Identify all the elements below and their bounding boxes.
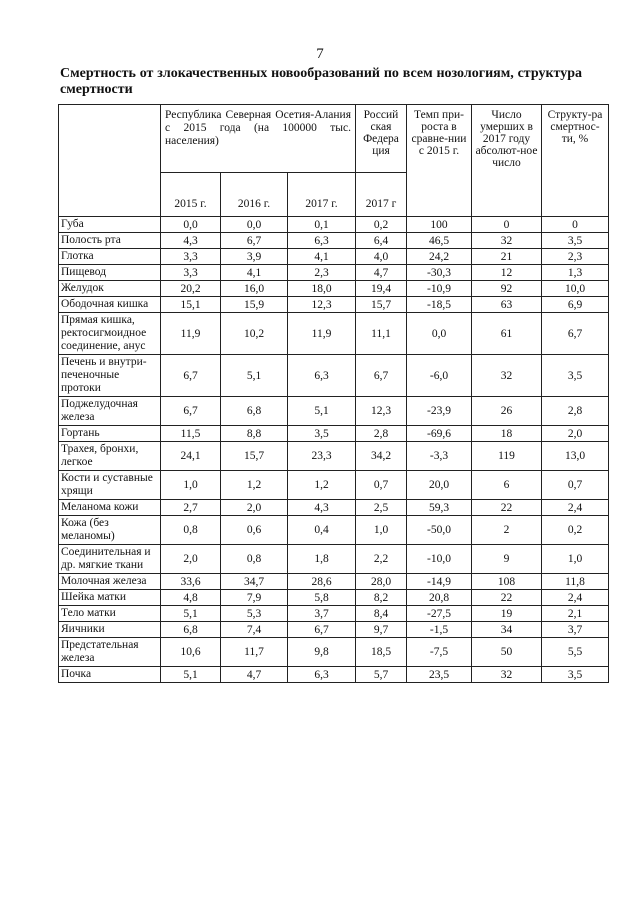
table-row — [59, 590, 609, 606]
row-label: Поджелудочная железа — [59, 397, 161, 426]
cell-rf: 34,2 — [356, 442, 407, 471]
cell-growth: -7,5 — [407, 638, 472, 667]
row-label: Кости и суставные хрящи — [59, 471, 161, 500]
table-row — [59, 249, 609, 265]
cell-v2017: 0,4 — [288, 516, 356, 545]
cell-deaths: 63 — [472, 297, 542, 313]
cell-growth: 59,3 — [407, 500, 472, 516]
cell-structure: 13,0 — [542, 442, 609, 471]
table-row — [59, 606, 609, 622]
row-label: Печень и внутри-печеночные протоки — [59, 355, 161, 397]
cell-rf: 4,0 — [356, 249, 407, 265]
cell-structure: 1,3 — [542, 265, 609, 281]
row-label: Прямая кишка, ректосигмоидное соединение, анус — [59, 313, 161, 355]
cell-v2017: 3,7 — [288, 606, 356, 622]
cell-v2016: 4,7 — [221, 667, 288, 683]
cell-v2015: 3,3 — [161, 265, 221, 281]
cell-deaths: 21 — [472, 249, 542, 265]
table-row — [59, 442, 609, 471]
cell-deaths: 26 — [472, 397, 542, 426]
cell-v2017: 11,9 — [288, 313, 356, 355]
cell-v2017: 6,3 — [288, 355, 356, 397]
cell-structure: 3,5 — [542, 233, 609, 249]
cell-v2017: 6,3 — [288, 233, 356, 249]
cell-v2017: 6,7 — [288, 622, 356, 638]
cell-rf: 2,5 — [356, 500, 407, 516]
cell-deaths: 32 — [472, 667, 542, 683]
cell-v2015: 11,9 — [161, 313, 221, 355]
header-blank — [59, 105, 161, 217]
cell-rf: 4,7 — [356, 265, 407, 281]
cell-v2015: 6,7 — [161, 397, 221, 426]
cell-v2017: 9,8 — [288, 638, 356, 667]
cell-growth: 20,0 — [407, 471, 472, 500]
cell-v2016: 15,7 — [221, 442, 288, 471]
cell-v2017: 5,8 — [288, 590, 356, 606]
cell-deaths: 61 — [472, 313, 542, 355]
cell-v2015: 5,1 — [161, 667, 221, 683]
row-label: Яичники — [59, 622, 161, 638]
cell-v2016: 34,7 — [221, 574, 288, 590]
cell-v2016: 11,7 — [221, 638, 288, 667]
table-row — [59, 265, 609, 281]
cell-v2016: 3,9 — [221, 249, 288, 265]
cell-rf: 11,1 — [356, 313, 407, 355]
table-row — [59, 516, 609, 545]
cell-rf: 18,5 — [356, 638, 407, 667]
cell-rf: 12,3 — [356, 397, 407, 426]
cell-deaths: 12 — [472, 265, 542, 281]
cell-v2017: 2,3 — [288, 265, 356, 281]
cell-v2016: 0,8 — [221, 545, 288, 574]
table-row — [59, 545, 609, 574]
table-row — [59, 667, 609, 683]
cell-structure: 2,0 — [542, 426, 609, 442]
cell-v2017: 5,1 — [288, 397, 356, 426]
cell-v2016: 1,2 — [221, 471, 288, 500]
cell-growth: 23,5 — [407, 667, 472, 683]
cell-v2015: 0,8 — [161, 516, 221, 545]
cell-v2016: 6,7 — [221, 233, 288, 249]
cell-v2017: 23,3 — [288, 442, 356, 471]
cell-structure: 5,5 — [542, 638, 609, 667]
cell-structure: 2,1 — [542, 606, 609, 622]
row-label: Пищевод — [59, 265, 161, 281]
cell-structure: 2,8 — [542, 397, 609, 426]
row-label: Глотка — [59, 249, 161, 265]
cell-rf: 8,4 — [356, 606, 407, 622]
cell-structure: 6,7 — [542, 313, 609, 355]
row-label: Почка — [59, 667, 161, 683]
mortality-table — [58, 104, 609, 683]
row-label: Губа — [59, 217, 161, 233]
cell-rf: 1,0 — [356, 516, 407, 545]
cell-deaths: 2 — [472, 516, 542, 545]
cell-v2015: 3,3 — [161, 249, 221, 265]
table-row — [59, 313, 609, 355]
cell-structure: 0 — [542, 217, 609, 233]
cell-v2016: 8,8 — [221, 426, 288, 442]
cell-v2015: 15,1 — [161, 297, 221, 313]
cell-v2015: 4,3 — [161, 233, 221, 249]
cell-growth: -1,5 — [407, 622, 472, 638]
cell-v2016: 0,6 — [221, 516, 288, 545]
cell-growth: -3,3 — [407, 442, 472, 471]
cell-v2015: 10,6 — [161, 638, 221, 667]
cell-v2016: 5,1 — [221, 355, 288, 397]
table-row — [59, 397, 609, 426]
header-rf: Россий ская Федера ция — [356, 105, 407, 173]
header-region-group: Республика Северная Осетия-Алания с 2015 года (на 100000 тыс. населения) — [161, 105, 356, 173]
cell-v2015: 2,0 — [161, 545, 221, 574]
cell-v2015: 2,7 — [161, 500, 221, 516]
table-row — [59, 281, 609, 297]
cell-v2015: 1,0 — [161, 471, 221, 500]
cell-structure: 2,4 — [542, 500, 609, 516]
cell-rf: 9,7 — [356, 622, 407, 638]
row-label: Соединительная и др. мягкие ткани — [59, 545, 161, 574]
row-label: Тело матки — [59, 606, 161, 622]
cell-rf: 2,2 — [356, 545, 407, 574]
cell-v2016: 16,0 — [221, 281, 288, 297]
cell-growth: -50,0 — [407, 516, 472, 545]
cell-v2016: 10,2 — [221, 313, 288, 355]
cell-growth: -14,9 — [407, 574, 472, 590]
cell-growth: -27,5 — [407, 606, 472, 622]
page-number: 7 — [316, 46, 324, 62]
cell-growth: -10,9 — [407, 281, 472, 297]
cell-structure: 0,7 — [542, 471, 609, 500]
cell-deaths: 18 — [472, 426, 542, 442]
row-label: Гортань — [59, 426, 161, 442]
cell-growth: -10,0 — [407, 545, 472, 574]
header-structure: Структу-ра смертнос-ти, % — [542, 105, 609, 217]
cell-structure: 3,7 — [542, 622, 609, 638]
cell-growth: 46,5 — [407, 233, 472, 249]
cell-structure: 3,5 — [542, 355, 609, 397]
cell-v2016: 2,0 — [221, 500, 288, 516]
page-title: Смертность от злокачественных новообразований по всем нозологиям, структура смертности — [60, 66, 582, 97]
cell-v2015: 11,5 — [161, 426, 221, 442]
cell-v2017: 12,3 — [288, 297, 356, 313]
header-year-2016: 2016 г. — [221, 173, 288, 217]
cell-v2016: 6,8 — [221, 397, 288, 426]
table-row — [59, 622, 609, 638]
row-label: Полость рта — [59, 233, 161, 249]
cell-deaths: 32 — [472, 355, 542, 397]
cell-v2017: 1,8 — [288, 545, 356, 574]
cell-v2017: 6,3 — [288, 667, 356, 683]
cell-v2017: 4,1 — [288, 249, 356, 265]
cell-deaths: 22 — [472, 590, 542, 606]
cell-structure: 10,0 — [542, 281, 609, 297]
table-row — [59, 500, 609, 516]
cell-deaths: 19 — [472, 606, 542, 622]
cell-structure: 0,2 — [542, 516, 609, 545]
cell-rf: 19,4 — [356, 281, 407, 297]
table-row — [59, 297, 609, 313]
cell-structure: 3,5 — [542, 667, 609, 683]
cell-v2015: 4,8 — [161, 590, 221, 606]
cell-rf: 8,2 — [356, 590, 407, 606]
cell-growth: -30,3 — [407, 265, 472, 281]
cell-rf: 15,7 — [356, 297, 407, 313]
cell-v2015: 6,8 — [161, 622, 221, 638]
cell-structure: 6,9 — [542, 297, 609, 313]
cell-growth: 20,8 — [407, 590, 472, 606]
row-label: Предстательная железа — [59, 638, 161, 667]
cell-v2015: 33,6 — [161, 574, 221, 590]
row-label: Меланома кожи — [59, 500, 161, 516]
cell-v2017: 28,6 — [288, 574, 356, 590]
table-row — [59, 426, 609, 442]
cell-rf: 5,7 — [356, 667, 407, 683]
cell-structure: 11,8 — [542, 574, 609, 590]
cell-rf: 0,7 — [356, 471, 407, 500]
cell-deaths: 22 — [472, 500, 542, 516]
cell-v2016: 7,4 — [221, 622, 288, 638]
row-label: Кожа (без меланомы) — [59, 516, 161, 545]
cell-structure: 2,3 — [542, 249, 609, 265]
table-row — [59, 217, 609, 233]
table-row — [59, 574, 609, 590]
row-label: Ободочная кишка — [59, 297, 161, 313]
cell-rf: 28,0 — [356, 574, 407, 590]
cell-growth: -23,9 — [407, 397, 472, 426]
cell-rf: 2,8 — [356, 426, 407, 442]
cell-structure: 2,4 — [542, 590, 609, 606]
cell-growth: -18,5 — [407, 297, 472, 313]
cell-growth: 100 — [407, 217, 472, 233]
row-label: Молочная железа — [59, 574, 161, 590]
cell-v2015: 24,1 — [161, 442, 221, 471]
header-rf-year-2017: 2017 г — [356, 173, 407, 217]
cell-v2017: 4,3 — [288, 500, 356, 516]
cell-v2016: 7,9 — [221, 590, 288, 606]
cell-growth: 0,0 — [407, 313, 472, 355]
cell-v2015: 0,0 — [161, 217, 221, 233]
cell-deaths: 34 — [472, 622, 542, 638]
row-label: Шейка матки — [59, 590, 161, 606]
cell-rf: 6,7 — [356, 355, 407, 397]
cell-v2016: 15,9 — [221, 297, 288, 313]
cell-deaths: 9 — [472, 545, 542, 574]
cell-rf: 6,4 — [356, 233, 407, 249]
cell-deaths: 119 — [472, 442, 542, 471]
table-row — [59, 355, 609, 397]
cell-growth: -69,6 — [407, 426, 472, 442]
cell-v2015: 6,7 — [161, 355, 221, 397]
table-row — [59, 638, 609, 667]
cell-v2017: 3,5 — [288, 426, 356, 442]
cell-v2016: 0,0 — [221, 217, 288, 233]
cell-deaths: 50 — [472, 638, 542, 667]
header-growth: Темп при-роста в сравне-нии с 2015 г. — [407, 105, 472, 217]
cell-deaths: 6 — [472, 471, 542, 500]
cell-deaths: 0 — [472, 217, 542, 233]
table-row — [59, 471, 609, 500]
cell-v2016: 4,1 — [221, 265, 288, 281]
cell-rf: 0,2 — [356, 217, 407, 233]
row-label: Желудок — [59, 281, 161, 297]
header-deaths: Число умерших в 2017 году абсолют-ное число — [472, 105, 542, 217]
cell-growth: 24,2 — [407, 249, 472, 265]
cell-structure: 1,0 — [542, 545, 609, 574]
cell-v2017: 18,0 — [288, 281, 356, 297]
cell-v2016: 5,3 — [221, 606, 288, 622]
header-year-2017: 2017 г. — [288, 173, 356, 217]
header-year-2015: 2015 г. — [161, 173, 221, 217]
cell-v2015: 20,2 — [161, 281, 221, 297]
cell-v2015: 5,1 — [161, 606, 221, 622]
row-label: Трахея, бронхи, легкое — [59, 442, 161, 471]
cell-growth: -6,0 — [407, 355, 472, 397]
cell-v2017: 1,2 — [288, 471, 356, 500]
cell-deaths: 108 — [472, 574, 542, 590]
cell-deaths: 32 — [472, 233, 542, 249]
table-row — [59, 233, 609, 249]
cell-deaths: 92 — [472, 281, 542, 297]
cell-v2017: 0,1 — [288, 217, 356, 233]
